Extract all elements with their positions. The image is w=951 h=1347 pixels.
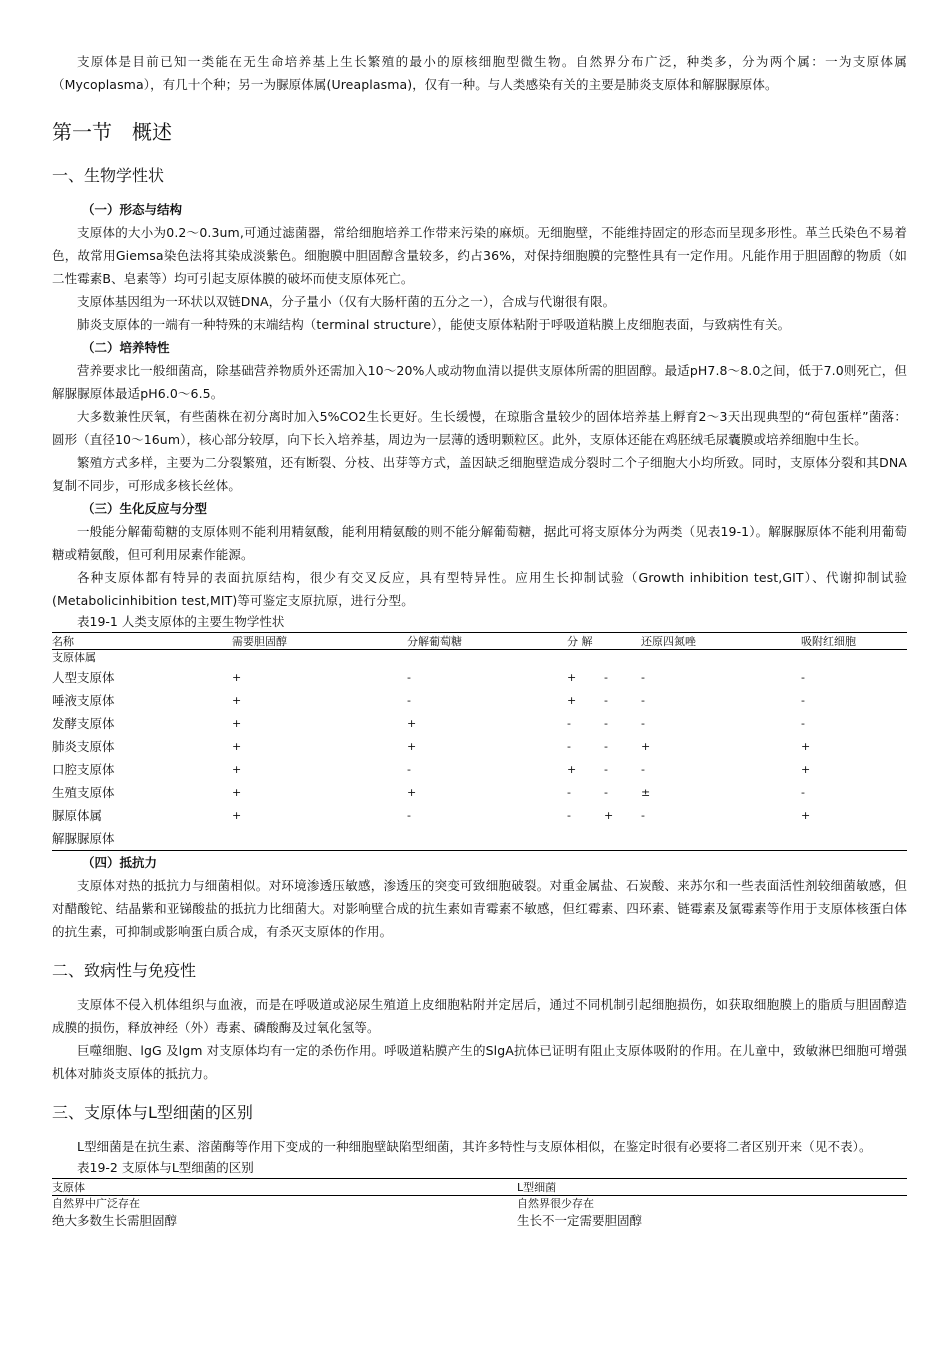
- table-cell: -: [641, 717, 645, 730]
- table1-header-tetrazolium: 还原四氮唑: [641, 633, 801, 650]
- table-cell: +: [641, 740, 651, 753]
- s3-paragraph-1: 一般能分解葡萄糖的支原体则不能利用精氨酸，能利用精氨酸的则不能分解葡萄糖，据此可将支原体分为两类（见表19-1）。解脲脲原体不能利用葡萄糖或精氨酸，但可利用尿素作能源。: [52, 524, 907, 562]
- table-row: [52, 758, 907, 781]
- intro-paragraph: 支原体是目前已知一类能在无生命培养基上生长繁殖的最小的原核细胞型微生物。自然界分布广泛，种类多，分为两个属：一为支原体属（Mycoplasma），有几十个种；另一为脲原体属(Ureaplasma)，仅有一种。与人类感染有关的主要是肺炎支原体和解脲脲原体。: [52, 54, 907, 92]
- table1-header-cholesterol: 需要胆固醇: [232, 633, 407, 650]
- table-cell: -: [567, 740, 571, 753]
- table1-header-glucose: 分解葡萄糖: [407, 633, 567, 650]
- table-cell: 生长不一定需要胆固醇: [517, 1213, 643, 1228]
- s2-paragraph-1: 营养要求比一般细菌高，除基础营养物质外还需加入10～20%人或动物血清以提供支原体所需的胆固醇。最适pH7.8～8.0之间，低于7.0则死亡，但解脲脲原体最适pH6.0～6.5。: [52, 363, 907, 401]
- table1-header-decompose: 分 解: [567, 633, 641, 650]
- table-cell: -: [407, 809, 411, 822]
- table-cell: [604, 827, 641, 851]
- table-cell: +: [232, 717, 242, 730]
- table-cell: 唾液支原体: [52, 693, 115, 708]
- table-cell: +: [232, 786, 242, 799]
- table-cell: +: [407, 717, 417, 730]
- s2-paragraph-2: 大多数兼性厌氧，有些菌株在初分离时加入5%CO2生长更好。生长缓慢，在琼脂含量较少的固体培养基上孵育2～3天出现典型的“荷包蛋样”菌落：圆形（直径10～16um），核心部分较厚，向下长入培养基，周边为一层薄的透明颗粒区。此外，支原体还能在鸡胚绒毛尿囊膜或培养细胞中生长。: [52, 409, 907, 447]
- table-cell: -: [641, 763, 645, 776]
- part2-title: 二、致病性与免疫性: [52, 961, 197, 980]
- table-cell: -: [604, 740, 608, 753]
- part3-title: 三、支原体与L型细菌的区别: [52, 1103, 253, 1122]
- part2-paragraph-1: 支原体不侵入机体组织与血液，而是在呼吸道或泌尿生殖道上皮细胞粘附并定居后，通过不同机制引起细胞损伤，如获取细胞膜上的脂质与胆固醇造成膜的损伤，释放神经（外）毒素、磷酸酶及过氧化氢等。: [52, 997, 907, 1035]
- table-row: [52, 689, 907, 712]
- table-cell: +: [407, 786, 417, 799]
- table-cell: +: [232, 694, 242, 707]
- table-cell: -: [604, 763, 608, 776]
- table-cell: -: [641, 671, 645, 684]
- table-cell: -: [641, 809, 645, 822]
- table-cell: 解脲脲原体: [52, 827, 232, 851]
- table-row: [52, 827, 907, 851]
- s3-title: （三）生化反应与分型: [82, 501, 208, 516]
- s4-paragraph-1: 支原体对热的抵抗力与细菌相似。对环境渗透压敏感，渗透压的突变可致细胞破裂。对重金属盐、石炭酸、来苏尔和一些表面活性剂较细菌敏感，但对醋酸铊、结晶紫和亚锑酸盐的抵抗力比细菌大。对影响壁合成的抗生素如青霉素不敏感，但红霉素、四环素、链霉素及氯霉素等作用于支原体核蛋白体的抗生素，可抑制或影响蛋白质合成，有杀灭支原体的作用。: [52, 878, 907, 939]
- table-cell: -: [801, 786, 805, 799]
- table1: [52, 632, 907, 851]
- table-cell: -: [567, 786, 571, 799]
- table2-caption: 表19-2 支原体与L型细菌的区别: [77, 1160, 254, 1175]
- table-cell: 脲原体属: [52, 808, 103, 823]
- table-cell: -: [567, 717, 571, 730]
- table-cell: [641, 827, 801, 851]
- table-cell: -: [604, 694, 608, 707]
- table-cell: -: [641, 694, 645, 707]
- table-cell: +: [232, 763, 242, 776]
- table-cell: -: [801, 671, 805, 684]
- table1-group-row: [52, 650, 907, 667]
- table2-header-l-form: L型细菌: [517, 1179, 907, 1196]
- part3-paragraph-1: L型细菌是在抗生素、溶菌酶等作用下变成的一种细胞壁缺陷型细菌，其许多特性与支原体相似，在鉴定时很有必要将二者区别开来（见不表）。: [77, 1139, 872, 1154]
- table-cell: -: [407, 671, 411, 684]
- table-row: [52, 1211, 907, 1230]
- table-cell: +: [801, 809, 811, 822]
- table-cell: +: [232, 809, 242, 822]
- table1-caption: 表19-1 人类支原体的主要生物学性状: [77, 614, 285, 629]
- table-cell: -: [407, 763, 411, 776]
- table-row: [52, 666, 907, 689]
- section-title: 第一节 概述: [52, 120, 172, 144]
- table-cell: -: [407, 694, 411, 707]
- table-cell: +: [567, 671, 577, 684]
- table-cell: +: [801, 763, 811, 776]
- table-row: [52, 1196, 907, 1212]
- table-row: [52, 804, 907, 827]
- s1-paragraph-3: 肺炎支原体的一端有一种特殊的末端结构（terminal structure），能使支原体粘附于呼吸道粘膜上皮细胞表面，与致病性有关。: [77, 317, 791, 332]
- table-cell: 人型支原体: [52, 670, 115, 685]
- table-cell: 自然界很少存在: [517, 1197, 594, 1210]
- table-cell: +: [604, 809, 614, 822]
- s2-title: （二）培养特性: [82, 340, 170, 355]
- s1-paragraph-1: 支原体的大小为0.2～0.3um,可通过滤菌器，常给细胞培养工作带来污染的麻烦。无细胞壁，不能维持固定的形态而呈现多形性。革兰氏染色不易着色，故常用Giemsa染色法将其染成淡紫色。细胞膜中胆固醇含量较多，约占36%，对保持细胞膜的完整性具有一定作用。凡能作用于胆固醇的物质（如二性霉素B、皂素等）均可引起支原体膜的破坏而使支原体死亡。: [52, 225, 907, 286]
- table-cell: -: [604, 786, 608, 799]
- table-cell: -: [801, 717, 805, 730]
- table1-header-row: [52, 633, 907, 650]
- s4-title: （四）抵抗力: [82, 855, 158, 870]
- s3-paragraph-2: 各种支原体都有特异的表面抗原结构，很少有交叉反应，具有型特异性。应用生长抑制试验（Growth inhibition test,GIT）、代谢抑制试验(Metabolicinhibition test,MIT)等可鉴定支原抗原，进行分型。: [52, 570, 907, 608]
- table-cell: +: [232, 671, 242, 684]
- table-row: [52, 735, 907, 758]
- table-cell: +: [232, 740, 242, 753]
- table-cell: 绝大多数生长需胆固醇: [52, 1213, 178, 1228]
- table-cell: [232, 827, 407, 851]
- s1-title: （一）形态与结构: [82, 202, 183, 217]
- table-cell: -: [801, 694, 805, 707]
- table-cell: -: [604, 671, 608, 684]
- table-cell: 自然界中广泛存在: [52, 1197, 140, 1210]
- s2-paragraph-3: 繁殖方式多样，主要为二分裂繁殖，还有断裂、分枝、出芽等方式，盖因缺乏细胞壁造成分裂时二个子细胞大小均所致。同时，支原体分裂和其DNA复制不同步，可形成多核长丝体。: [52, 455, 907, 493]
- table-row: [52, 781, 907, 804]
- table-cell: +: [407, 740, 417, 753]
- table-cell: 肺炎支原体: [52, 739, 115, 754]
- table-cell: ±: [641, 786, 651, 799]
- table-cell: +: [567, 694, 577, 707]
- part2-paragraph-2: 巨噬细胞、lgG 及lgm 对支原体均有一定的杀伤作用。呼吸道粘膜产生的SlgA抗体已证明有阻止支原体吸附的作用。在儿童中，致敏淋巴细胞可增强机体对肺炎支原体的抵抗力。: [52, 1043, 907, 1081]
- table-cell: [567, 827, 604, 851]
- table-row: [52, 712, 907, 735]
- table-cell: 生殖支原体: [52, 785, 115, 800]
- table-cell: 发酵支原体: [52, 716, 115, 731]
- table2-header-row: [52, 1179, 907, 1196]
- table-cell: -: [604, 717, 608, 730]
- part1-title: 一、生物学性状: [52, 166, 165, 185]
- table-cell: +: [567, 763, 577, 776]
- table-cell: +: [801, 740, 811, 753]
- table-cell: [407, 827, 567, 851]
- table2: [52, 1178, 907, 1230]
- s1-paragraph-2: 支原体基因组为一环状以双链DNA，分子量小（仅有大肠杆菌的五分之一），合成与代谢很有限。: [77, 294, 616, 309]
- table-cell: [801, 827, 907, 851]
- table-cell: 口腔支原体: [52, 762, 115, 777]
- table2-header-mycoplasma: 支原体: [52, 1179, 517, 1196]
- table-cell: -: [567, 809, 571, 822]
- table1-header-hemadsorption: 吸附红细胞: [801, 633, 907, 650]
- table1-group-label: 支原体属: [52, 651, 96, 664]
- table1-header-name: 名称: [52, 633, 232, 650]
